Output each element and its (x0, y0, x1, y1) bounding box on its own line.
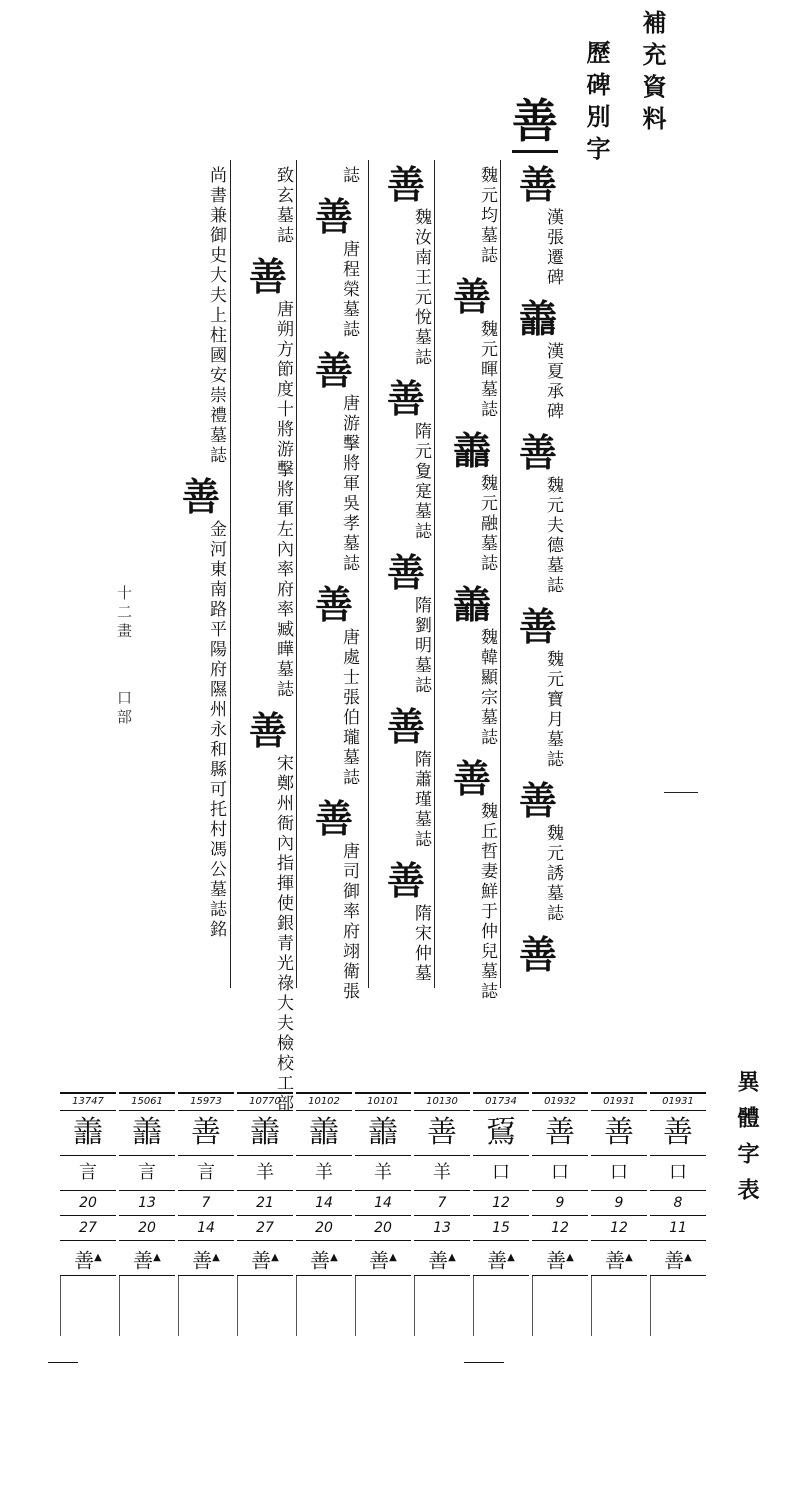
blank-cell (296, 1276, 352, 1336)
total-strokes: 15 (473, 1216, 529, 1241)
total-strokes: 27 (237, 1216, 293, 1241)
table-column (119, 1092, 175, 1336)
variant-code: 10130 (414, 1092, 470, 1111)
radical: 言 (119, 1156, 175, 1191)
variant-char: 譱 (60, 1111, 116, 1156)
variant-glyph: 善 (518, 162, 557, 207)
normalized-char: 善▲ (355, 1241, 411, 1276)
variant-entry (181, 474, 226, 940)
variant-entry (452, 274, 497, 420)
stroke-count: 9 (532, 1191, 588, 1216)
source-text: 隋元夐寔墓誌 (411, 422, 431, 542)
variant-entry (314, 348, 359, 574)
triangle-icon: ▲ (566, 1252, 574, 1263)
stroke-count: 21 (237, 1191, 293, 1216)
source-text: 唐游擊將軍吳孝墓誌 (339, 394, 359, 574)
side-note: 十二畫 (115, 585, 133, 642)
source-text: 唐朔方節度十將游擊將軍左內率府率臧曄墓誌 (273, 300, 293, 700)
variant-entry (314, 796, 359, 1002)
variant-glyph: 善 (386, 858, 425, 903)
variant-glyph: 善 (248, 254, 287, 299)
total-strokes: 20 (296, 1216, 352, 1241)
variant-entry (314, 582, 359, 788)
variant-char: 善 (414, 1111, 470, 1156)
variant-char: 善 (591, 1111, 647, 1156)
normalized-char: 善▲ (532, 1241, 588, 1276)
source-text: 隋蕭瑾墓誌 (411, 750, 431, 850)
variant-entry (518, 778, 563, 924)
total-strokes: 12 (591, 1216, 647, 1241)
subtitle: 歷碑別字 (582, 40, 611, 168)
blank-cell (591, 1276, 647, 1336)
radical: 羊 (296, 1156, 352, 1191)
variant-entry (518, 296, 563, 422)
variant-glyph: 善 (314, 194, 353, 239)
variant-glyph: 譱 (452, 428, 491, 473)
stroke-count: 12 (473, 1191, 529, 1216)
variant-char: 䲾 (473, 1111, 529, 1156)
variant-entry (518, 604, 563, 770)
variant-code: 01734 (473, 1092, 529, 1111)
normalized-char: 善▲ (473, 1241, 529, 1276)
variant-entry (386, 162, 431, 368)
stroke-count: 14 (355, 1191, 411, 1216)
variant-entry (518, 430, 563, 596)
stroke-count: 9 (591, 1191, 647, 1216)
variant-glyph: 善 (452, 274, 491, 319)
source-text: 魏丘哲妻鮮于仲兒墓誌 (477, 802, 497, 1002)
source-text: 魏元暉墓誌 (477, 320, 497, 420)
source-text: 金河東南路平陽府隰州永和縣可托村馮公墓誌銘 (206, 520, 226, 940)
variant-entry (315, 166, 359, 186)
variant-code: 10102 (296, 1092, 352, 1111)
variant-entry (452, 428, 497, 574)
variant-entry (182, 166, 226, 466)
variant-code: 13747 (60, 1092, 116, 1111)
radical: 羊 (355, 1156, 411, 1191)
variant-glyph: 善 (518, 430, 557, 475)
source-text: 宋鄭州衙內指揮使銀青光祿大夫檢校工部 (273, 754, 293, 1114)
column-1 (500, 160, 567, 988)
variant-entry (249, 166, 293, 246)
source-text: 致玄墓誌 (273, 166, 293, 246)
source-text: 魏元夫德墓誌 (543, 476, 563, 596)
variant-glyph: 譱 (518, 296, 557, 341)
normalized-char: 善▲ (178, 1241, 234, 1276)
column-6 (164, 160, 230, 988)
source-text: 誌 (339, 166, 359, 186)
variant-entry (248, 254, 293, 700)
table-column (178, 1092, 234, 1336)
radical: 言 (60, 1156, 116, 1191)
total-strokes: 20 (355, 1216, 411, 1241)
normalized-char: 善▲ (60, 1241, 116, 1276)
stroke-count: 13 (119, 1191, 175, 1216)
triangle-icon: ▲ (271, 1252, 279, 1263)
variant-entry (453, 166, 497, 266)
radical: 口 (591, 1156, 647, 1191)
variant-glyph: 善 (518, 604, 557, 649)
variant-code: 10101 (355, 1092, 411, 1111)
total-strokes: 11 (650, 1216, 706, 1241)
variant-glyph: 善 (386, 704, 425, 749)
triangle-icon: ▲ (153, 1252, 161, 1263)
variant-char: 善 (178, 1111, 234, 1156)
variant-entry (386, 550, 431, 696)
source-text: 唐司御率府翊衛張 (339, 842, 359, 1002)
source-text: 唐程榮墓誌 (339, 240, 359, 340)
variant-glyph: 善 (386, 550, 425, 595)
variant-entry (386, 704, 431, 850)
radical: 口 (650, 1156, 706, 1191)
variant-glyph: 善 (248, 708, 287, 753)
variant-glyph: 善 (314, 348, 353, 393)
column-4 (296, 160, 363, 1002)
stroke-count: 7 (414, 1191, 470, 1216)
table-column (650, 1092, 706, 1336)
variant-glyph: 譱 (452, 582, 491, 627)
side-note-2: 口部 (115, 690, 133, 728)
triangle-icon: ▲ (212, 1252, 220, 1263)
table-end-rule-2 (464, 1362, 504, 1363)
table-column (355, 1092, 411, 1336)
variant-char: 善 (650, 1111, 706, 1156)
variant-code: 10770 (237, 1092, 293, 1111)
stroke-count: 20 (60, 1191, 116, 1216)
variant-entry (386, 376, 431, 542)
normalized-char: 善▲ (237, 1241, 293, 1276)
normalized-char: 善▲ (650, 1241, 706, 1276)
source-text: 唐處士張伯瓏墓誌 (339, 628, 359, 788)
radical: 口 (473, 1156, 529, 1191)
source-text: 尚書兼御史大夫上柱國安崇禮墓誌 (206, 166, 226, 466)
radical: 言 (178, 1156, 234, 1191)
total-strokes: 20 (119, 1216, 175, 1241)
blank-cell (532, 1276, 588, 1336)
source-text: 魏汝南王元悅墓誌 (411, 208, 431, 368)
variant-glyph: 善 (518, 778, 557, 823)
variant-code: 01931 (591, 1092, 647, 1111)
variant-code: 01931 (650, 1092, 706, 1111)
variant-glyph: 善 (386, 376, 425, 421)
table-column (296, 1092, 352, 1336)
blank-cell (119, 1276, 175, 1336)
source-text: 魏元誘墓誌 (543, 824, 563, 924)
variant-entry (248, 708, 293, 1114)
table-column (591, 1092, 647, 1336)
source-text: 魏元寶月墓誌 (543, 650, 563, 770)
triangle-icon: ▲ (330, 1252, 338, 1263)
table-column (60, 1092, 116, 1336)
source-text: 魏元融墓誌 (477, 474, 497, 574)
variant-char: 譱 (119, 1111, 175, 1156)
variant-entry (386, 858, 431, 984)
column-3 (368, 160, 435, 988)
blank-cell (178, 1276, 234, 1336)
variant-glyph: 善 (314, 796, 353, 841)
table-end-rule (48, 1362, 78, 1363)
variant-entry (314, 194, 359, 340)
stroke-count: 7 (178, 1191, 234, 1216)
table-column (473, 1092, 529, 1336)
variant-glyph: 善 (518, 932, 557, 977)
triangle-icon: ▲ (389, 1252, 397, 1263)
variant-glyph: 善 (386, 162, 425, 207)
variant-entry (452, 582, 497, 748)
variant-char: 譱 (237, 1111, 293, 1156)
variant-glyph: 善 (314, 582, 353, 627)
blank-cell (650, 1276, 706, 1336)
blank-cell (60, 1276, 116, 1336)
total-strokes: 12 (532, 1216, 588, 1241)
source-text: 隋劉明墓誌 (411, 596, 431, 696)
variant-char: 譱 (296, 1111, 352, 1156)
total-strokes: 27 (60, 1216, 116, 1241)
column-2 (434, 160, 501, 1002)
triangle-icon: ▲ (625, 1252, 633, 1263)
radical: 口 (532, 1156, 588, 1191)
variant-code: 15061 (119, 1092, 175, 1111)
variant-code: 15973 (178, 1092, 234, 1111)
variant-char: 善 (532, 1111, 588, 1156)
divider (664, 792, 698, 793)
main-character: 善 (512, 98, 558, 153)
triangle-icon: ▲ (684, 1252, 692, 1263)
blank-cell (237, 1276, 293, 1336)
blank-cell (414, 1276, 470, 1336)
triangle-icon: ▲ (94, 1252, 102, 1263)
radical: 羊 (414, 1156, 470, 1191)
blank-cell (355, 1276, 411, 1336)
variant-entry (518, 932, 563, 978)
source-text: 魏元均墓誌 (477, 166, 497, 266)
triangle-icon: ▲ (448, 1252, 456, 1263)
variant-entry (518, 162, 563, 288)
table-title: 異體字表 (734, 1070, 760, 1214)
table-column (414, 1092, 470, 1336)
radical: 羊 (237, 1156, 293, 1191)
supplement-title: 補充資料 (638, 10, 667, 138)
normalized-char: 善▲ (591, 1241, 647, 1276)
table-column (237, 1092, 293, 1336)
variant-glyph: 善 (452, 756, 491, 801)
variant-char: 譱 (355, 1111, 411, 1156)
normalized-char: 善▲ (296, 1241, 352, 1276)
source-text: 漢夏承碑 (543, 342, 563, 422)
blank-cell (473, 1276, 529, 1336)
normalized-char: 善▲ (119, 1241, 175, 1276)
stroke-count: 8 (650, 1191, 706, 1216)
stroke-count: 14 (296, 1191, 352, 1216)
source-text: 魏韓顯宗墓誌 (477, 628, 497, 748)
table-column (532, 1092, 588, 1336)
total-strokes: 14 (178, 1216, 234, 1241)
source-text: 隋宋仲墓 (411, 904, 431, 984)
source-text: 漢張遷碑 (543, 208, 563, 288)
variant-entry (452, 756, 497, 1002)
total-strokes: 13 (414, 1216, 470, 1241)
normalized-char: 善▲ (414, 1241, 470, 1276)
triangle-icon: ▲ (507, 1252, 515, 1263)
variant-glyph: 善 (181, 474, 220, 519)
variant-code: 01932 (532, 1092, 588, 1111)
